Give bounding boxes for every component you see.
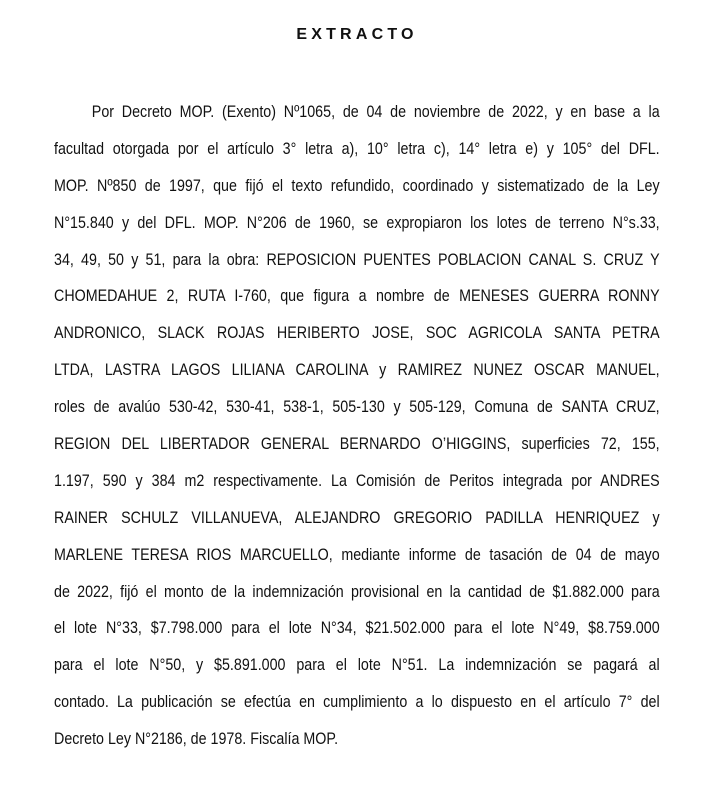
body-line: RAINER SCHULZ VILLANUEVA, ALEJANDRO GREGORIO PADILLA HENRIQUEZ y	[54, 507, 660, 527]
body-line: MOP. Nº850 de 1997, que fijó el texto refundido, coordinado y sistematizado de la Ley	[54, 175, 660, 195]
body-line: CHOMEDAHUE 2, RUTA I-760, que figura a nombre de MENESES GUERRA RONNY	[54, 286, 660, 306]
body-line: 1.197, 590 y 384 m2 respectivamente. La Comisión de Peritos integrada por ANDRES	[54, 470, 660, 490]
body-line: contado. La publicación se efectúa en cumplimiento a lo dispuesto en el artículo 7° del	[54, 692, 660, 712]
document-body	[54, 100, 660, 764]
body-line: Por Decreto MOP. (Exento) Nº1065, de 04 de noviembre de 2022, y en base a la	[91, 102, 660, 121]
body-line: Decreto Ley N°2186, de 1978. Fiscalía MOP.	[54, 729, 339, 749]
body-line: de 2022, fijó el monto de la indemnización provisional en la cantidad de $1.882.000 para	[54, 581, 660, 601]
body-line: MARLENE TERESA RIOS MARCUELLO, mediante informe de tasación de 04 de mayo	[54, 544, 660, 564]
document-title: EXTRACTO	[296, 26, 418, 43]
body-line: para el lote N°50, y $5.891.000 para el lote N°51. La indemnización se pagará al	[54, 655, 660, 675]
body-line: facultad otorgada por el artículo 3° letra a), 10° letra c), 14° letra e) y 105° del DFL.	[54, 138, 660, 158]
body-line: REGION DEL LIBERTADOR GENERAL BERNARDO O’HIGGINS, superficies 72, 155,	[54, 434, 660, 454]
body-line: N°15.840 y del DFL. MOP. N°206 de 1960, se expropiaron los lotes de terreno N°s.33,	[54, 212, 660, 232]
body-line: LTDA, LASTRA LAGOS LILIANA CAROLINA y RAMIREZ NUNEZ OSCAR MANUEL,	[54, 360, 660, 380]
body-line: el lote N°33, $7.798.000 para el lote N°34, $21.502.000 para el lote N°49, $8.759.000	[54, 618, 660, 638]
body-line: ANDRONICO, SLACK ROJAS HERIBERTO JOSE, SOC AGRICOLA SANTA PETRA	[54, 323, 660, 343]
body-line: 34, 49, 50 y 51, para la obra: REPOSICION PUENTES POBLACION CANAL S. CRUZ Y	[54, 249, 660, 269]
body-line: roles de avalúo 530-42, 530-41, 538-1, 505-130 y 505-129, Comuna de SANTA CRUZ,	[54, 397, 660, 417]
